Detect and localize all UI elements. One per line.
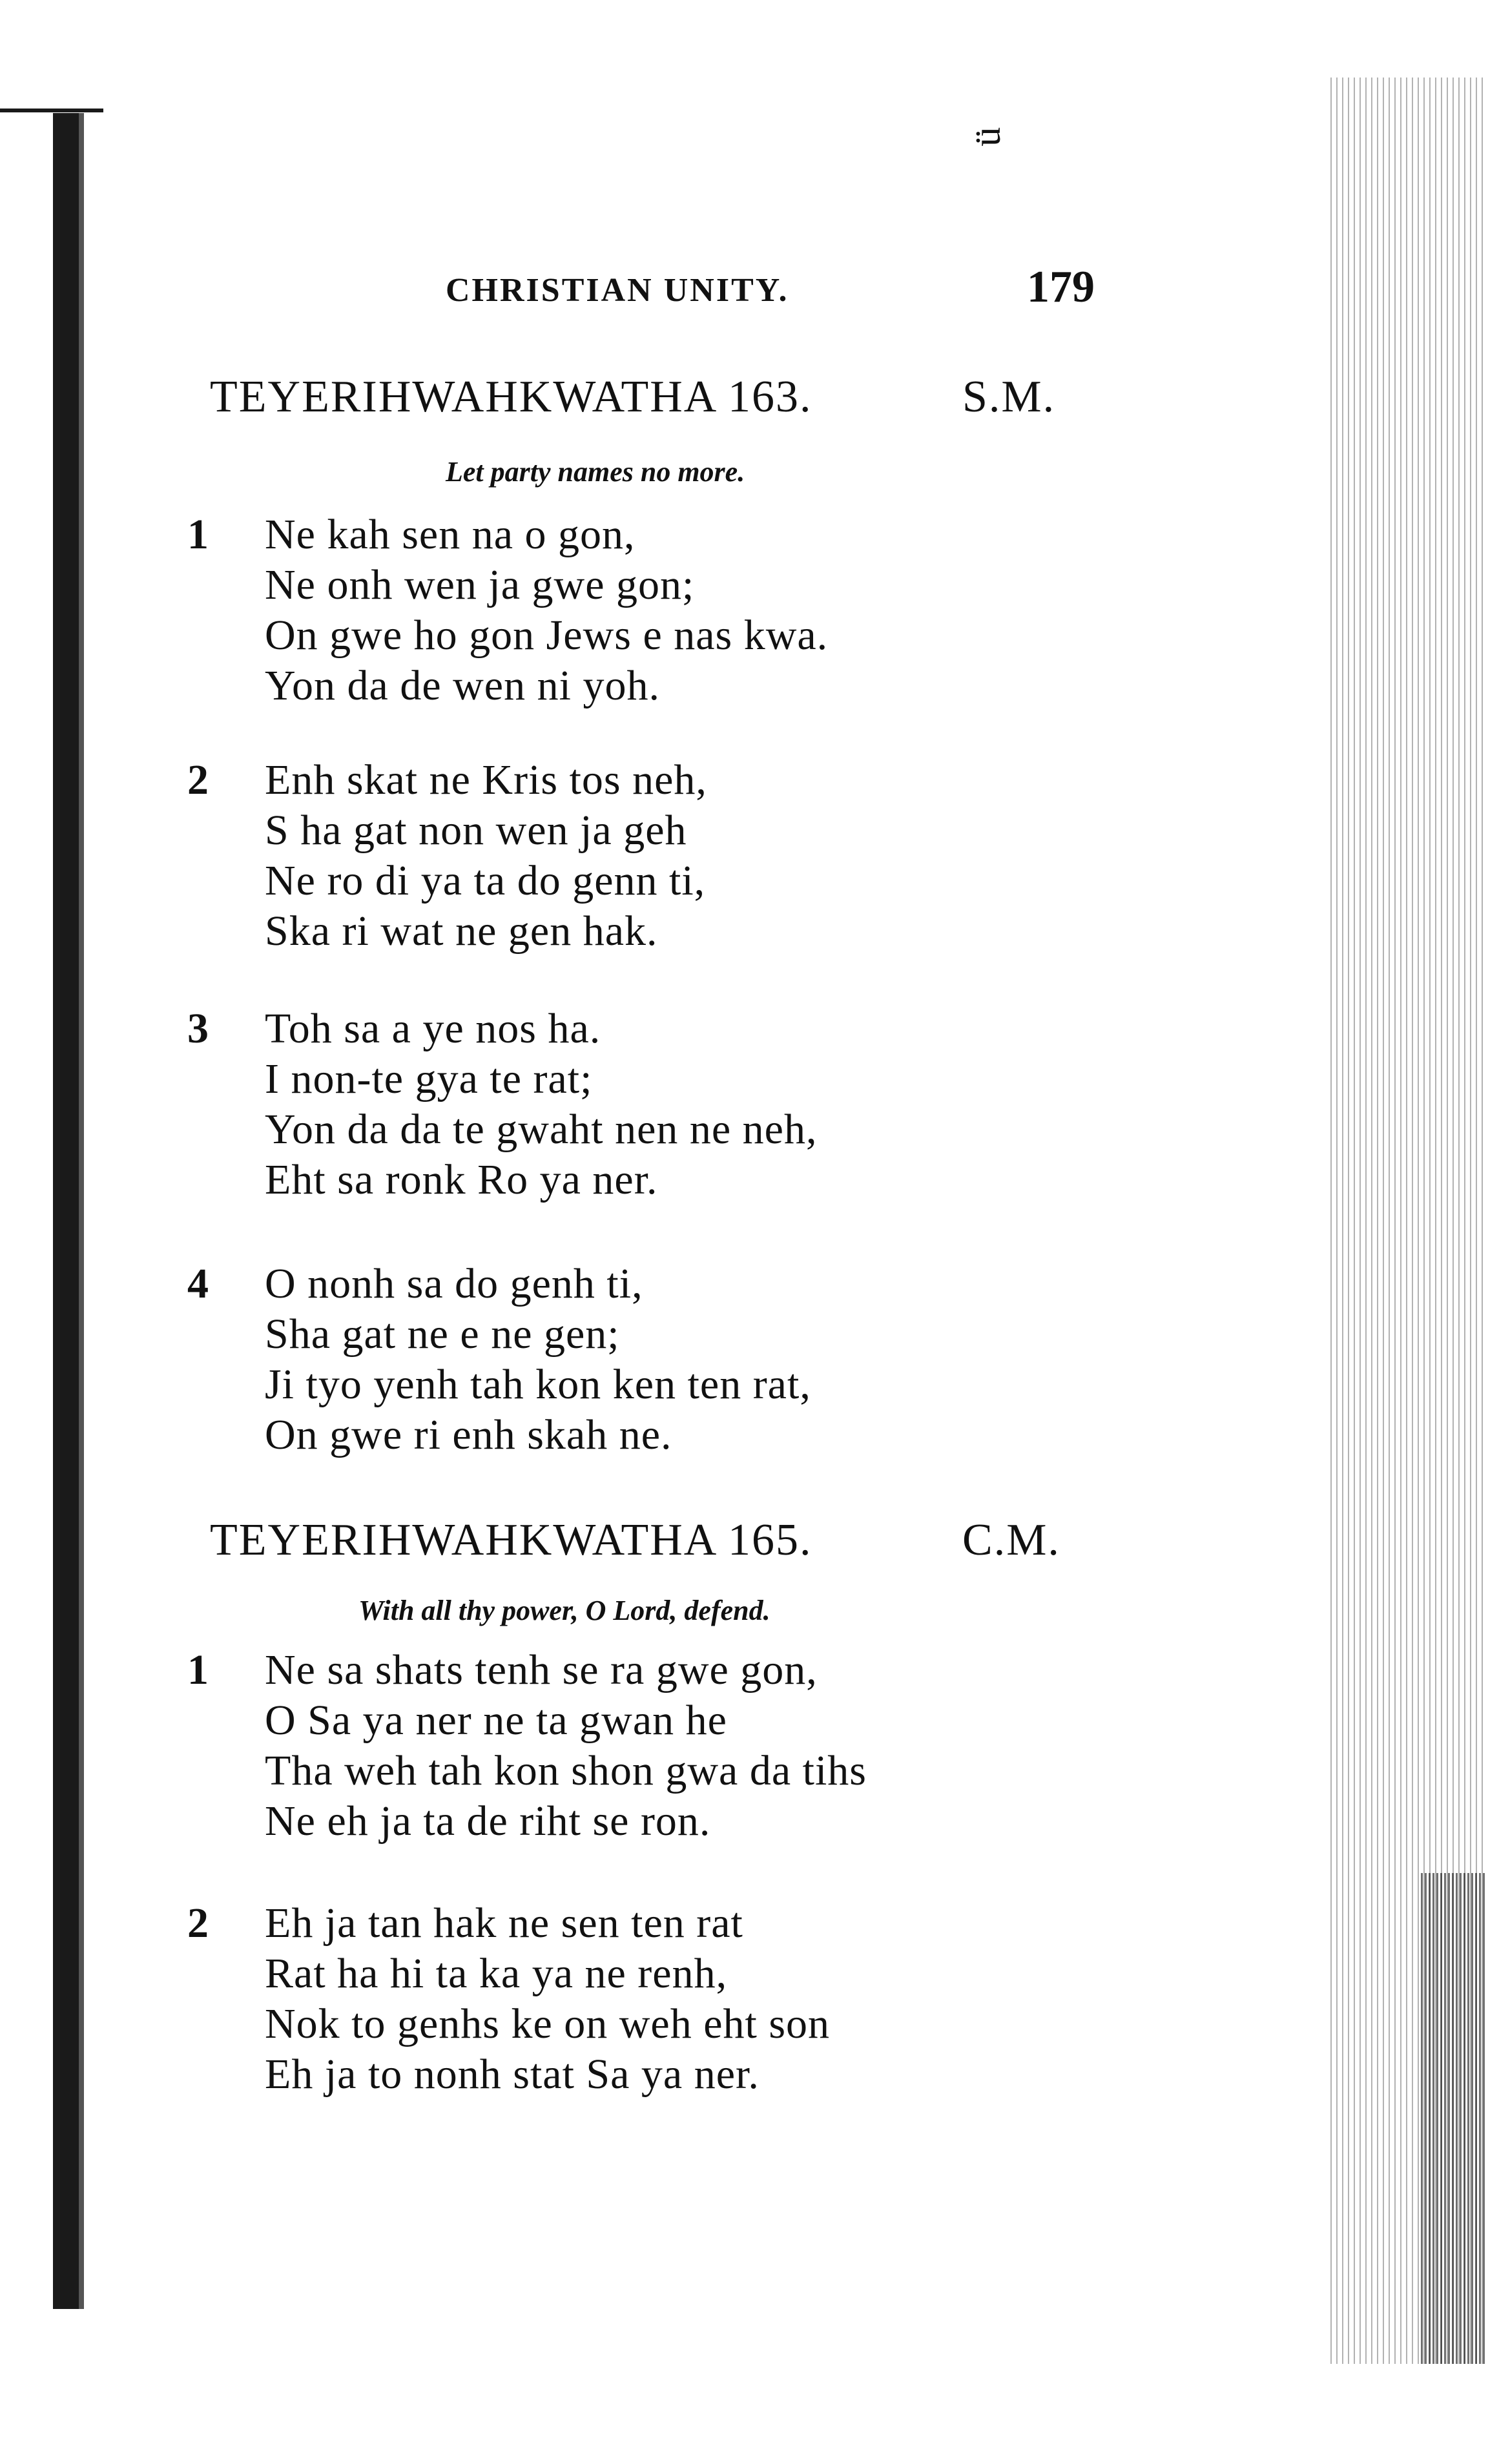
verse-line: Eh ja tan hak ne sen ten rat (265, 1900, 743, 1947)
verse-line: O Sa ya ner ne ta gwan he (265, 1697, 727, 1744)
verse-number: 4 (187, 1260, 209, 1307)
verse-line: Eht sa ronk Ro ya ner. (265, 1156, 658, 1203)
verse-line: Eh ja to nonh stat Sa ya ner. (265, 2051, 760, 2098)
verse-line: Toh sa a ye nos ha. (265, 1005, 601, 1052)
verse-line: S ha gat non wen ja geh (265, 807, 687, 854)
verse-number: 2 (187, 1900, 209, 1947)
verse-line: Ne ro di ya ta do genn ti, (265, 857, 706, 904)
hymn-title: TEYERIHWAHKWATHA 163. (210, 372, 812, 422)
scan-top-rule (0, 109, 103, 112)
verse-number: 1 (187, 511, 209, 558)
first-line-note: Let party names no more. (446, 456, 745, 488)
verse-line: Yon da da te gwaht nen ne neh, (265, 1106, 818, 1153)
verse-line: Nok to genhs ke on weh eht son (265, 2000, 831, 2047)
verse-line: Sha gat ne e ne gen; (265, 1310, 620, 1358)
verse-line: Ne eh ja ta de riht se ron. (265, 1797, 711, 1845)
verse-line: I non-te gya te rat; (265, 1055, 593, 1103)
verse-line: Ne kah sen na o gon, (265, 511, 636, 558)
verse-line: On gwe ho gon Jews e nas kwa. (265, 612, 829, 659)
verse-line: Ska ri wat ne gen hak. (265, 907, 658, 955)
page-number: 179 (1027, 262, 1095, 312)
verse-line: O nonh sa do genh ti, (265, 1260, 643, 1307)
hymn-meter: S.M. (962, 372, 1056, 422)
verse-number: 1 (187, 1646, 209, 1693)
verse-line: Rat ha hi ta ka ya ne renh, (265, 1950, 728, 1997)
verse-line: Ji tyo yenh tah kon ken ten rat, (265, 1361, 811, 1408)
verse-line: Enh skat ne Kris tos neh, (265, 756, 707, 803)
hymn-meter: C.M. (962, 1515, 1060, 1565)
verse-line: Ne onh wen ja gwe gon; (265, 561, 695, 608)
scan-binding-edge (53, 113, 79, 2309)
verse-number: 3 (187, 1005, 209, 1052)
hymn-title: TEYERIHWAHKWATHA 165. (210, 1515, 812, 1565)
verse-line: Tha weh tah kon shon gwa da tihs (265, 1747, 867, 1794)
printer-mark: ᴞ (975, 111, 1001, 154)
running-title: CHRISTIAN UNITY. (446, 272, 789, 309)
verse-line: On gwe ri enh skah ne. (265, 1411, 672, 1458)
scan-right-edge-shadow (1421, 1873, 1485, 2364)
verse-line: Yon da de wen ni yoh. (265, 662, 660, 709)
verse-number: 2 (187, 756, 209, 803)
scan-binding-edge-inner (79, 113, 84, 2309)
first-line-note: With all thy power, O Lord, defend. (358, 1595, 770, 1626)
verse-line: Ne sa shats tenh se ra gwe gon, (265, 1646, 818, 1693)
